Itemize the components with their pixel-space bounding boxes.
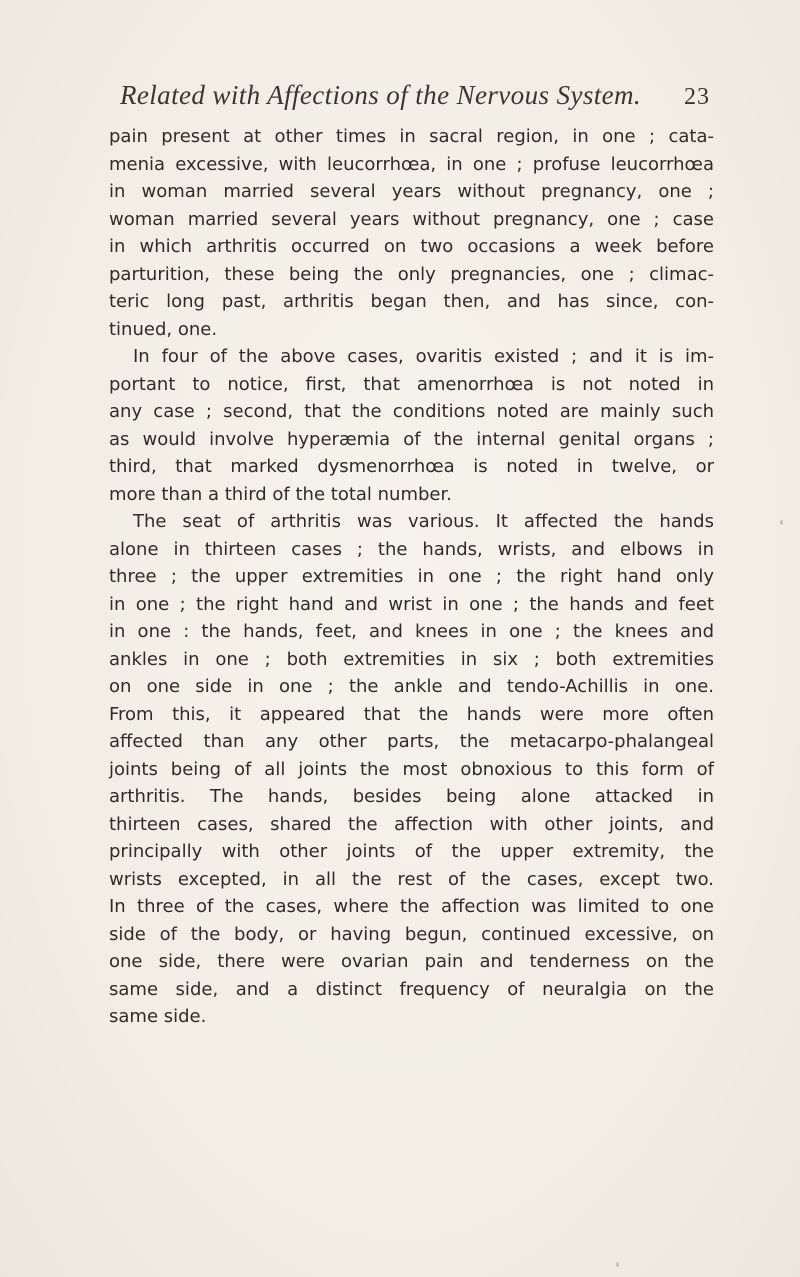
text-line: same side. bbox=[109, 1006, 207, 1027]
text-line: thirteen cases, shared the affection with other joints, and bbox=[109, 813, 714, 835]
text-line: in one ; the right hand and wrist in one ; the hands and feet bbox=[109, 593, 714, 615]
text-line: on one side in one ; the ankle and tendo-Achillis in one. bbox=[109, 676, 714, 697]
text-line: in woman married several years without pregnancy, one ; bbox=[109, 181, 714, 202]
text-line: third, that marked dysmenorrhœa is noted in twelve, or bbox=[109, 456, 714, 477]
text-line: portant to notice, first, that amenorrhœa is not noted in bbox=[109, 373, 714, 395]
text-line: side of the body, or having begun, continued excessive, on bbox=[109, 923, 714, 945]
text-line: in which arthritis occurred on two occasions a week before bbox=[109, 236, 714, 257]
text-line: In four of the above cases, ovaritis existed ; and it is im- bbox=[133, 346, 714, 367]
text-line: joints being of all joints the most obnoxious to this form of bbox=[109, 758, 714, 780]
text-line: teric long past, arthritis began then, and has since, con- bbox=[109, 291, 714, 312]
text-line: menia excessive, with leucorrhœa, in one ; profuse leucorrhœa bbox=[109, 153, 714, 175]
page-number: 23 bbox=[684, 84, 710, 110]
paragraph-1 bbox=[109, 123, 714, 343]
paper-speck bbox=[616, 1262, 619, 1267]
text-line: pain present at other times in sacral region, in one ; cata- bbox=[109, 126, 714, 147]
text-line: arthritis. The hands, besides being alone attacked in bbox=[109, 786, 714, 807]
text-line: more than a third of the total number. bbox=[109, 483, 452, 505]
text-line: The seat of arthritis was various. It affected the hands bbox=[133, 511, 714, 532]
body-text bbox=[109, 123, 714, 1031]
text-line: ankles in one ; both extremities in six ; both extremities bbox=[109, 648, 714, 670]
text-line: three ; the upper extremities in one ; the right hand only bbox=[109, 566, 714, 587]
paragraph-2 bbox=[109, 343, 714, 508]
text-line: wrists excepted, in all the rest of the cases, except two. bbox=[109, 868, 714, 890]
text-line: as would involve hyperæmia of the internal genital organs ; bbox=[109, 428, 714, 450]
text-line: any case ; second, that the conditions noted are mainly such bbox=[109, 401, 714, 422]
paragraph-3 bbox=[109, 508, 714, 1031]
text-line: In three of the cases, where the affection was limited to one bbox=[109, 896, 714, 917]
text-line: one side, there were ovarian pain and tenderness on the bbox=[109, 951, 714, 972]
paper-speck bbox=[780, 520, 783, 525]
text-line: affected than any other parts, the metacarpo-phalangeal bbox=[109, 731, 714, 752]
text-line: parturition, these being the only pregnancies, one ; climac- bbox=[109, 263, 714, 285]
text-line: tinued, one. bbox=[109, 318, 218, 340]
running-title: Related with Affections of the Nervous System. bbox=[120, 80, 642, 110]
running-head bbox=[120, 80, 710, 111]
text-line: in one : the hands, feet, and knees in one ; the knees and bbox=[109, 621, 714, 642]
text-line: principally with other joints of the upper extremity, the bbox=[109, 841, 714, 862]
text-line: same side, and a distinct frequency of neuralgia on the bbox=[109, 978, 714, 1000]
text-line: alone in thirteen cases ; the hands, wrists, and elbows in bbox=[109, 538, 714, 560]
text-line: From this, it appeared that the hands were more often bbox=[109, 703, 714, 725]
text-line: woman married several years without pregnancy, one ; case bbox=[109, 208, 714, 230]
